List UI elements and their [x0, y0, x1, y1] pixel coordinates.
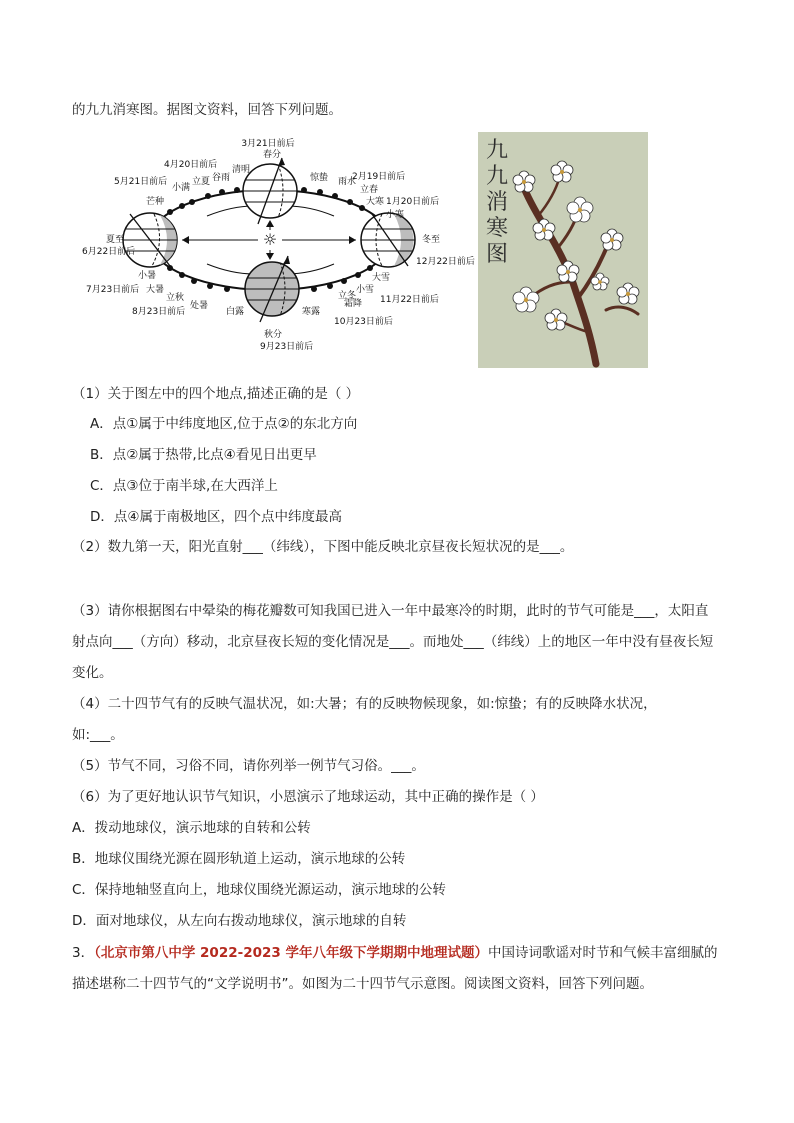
- term-xiaoshu: 小暑: [138, 271, 157, 281]
- item3-number: 3．: [72, 945, 95, 961]
- q6-option-a: A．拨动地球仪，演示地球的自转和公转: [72, 820, 311, 836]
- term-shuangjiang: 霜降: [344, 299, 363, 309]
- intro-text: 的九九消寒图。据图文资料，回答下列问题。: [72, 102, 342, 118]
- q3-line-1: （3）请你根据图右中晕染的梅花瓣数可知我国已进入一年中最寒冷的时期，此时的节气可能是___，太阳直: [72, 603, 709, 619]
- date-apr20: 4月20日前后: [164, 160, 218, 170]
- term-lixia: 立夏: [192, 177, 211, 187]
- q4-line-1: （4）二十四节气有的反映气温状况，如:大暑；有的反映物候现象，如:惊蛰；有的反映降水状况，: [72, 696, 657, 712]
- item3-line-2: 描述堪称二十四节气的“文学说明书”。如图为二十四节气示意图。阅读图文资料，回答下列问题。: [72, 976, 653, 992]
- q6-stem: （6）为了更好地认识节气知识，小恩演示了地球运动，其中正确的操作是（ ）: [72, 789, 544, 805]
- term-winter: 冬至: [422, 235, 441, 245]
- date-may21: 5月21日前后: [114, 177, 168, 187]
- earth-autumn-equinox: [244, 256, 300, 322]
- term-xiaohan: 小寒: [386, 210, 405, 220]
- q1-option-d: D．点④属于南极地区，四个点中纬度最高: [90, 509, 342, 525]
- q1-option-b: B．点②属于热带,比点④看见日出更早: [90, 447, 317, 463]
- term-dahan: 大寒: [366, 197, 385, 207]
- earth-summer-solstice: [122, 213, 178, 267]
- earth-winter-solstice: [360, 213, 416, 267]
- q5-text: （5）节气不同，习俗不同，请你列举一例节气习俗。___。: [72, 758, 425, 774]
- item3-source: （北京市第八中学 2022-2023 学年八年级下学期期中地理试题）: [94, 945, 488, 961]
- term-daxue: 大雪: [372, 273, 391, 283]
- term-jingzhe: 惊蛰: [310, 173, 329, 183]
- term-bailu: 白露: [226, 307, 245, 317]
- term-mangzhong: 芒种: [146, 197, 165, 207]
- earth-spring-equinox: [242, 158, 298, 224]
- date-spring: 3月21日前后: [241, 139, 295, 149]
- term-dashu: 大暑: [146, 285, 165, 295]
- term-lichun: 立春: [360, 185, 379, 195]
- q6-option-d: D．面对地球仪，从左向右拨动地球仪，演示地球的自转: [72, 913, 407, 929]
- term-spring: 春分: [262, 150, 282, 160]
- solar-terms-orbit-diagram: [82, 134, 475, 364]
- term-liqiu: 立秋: [166, 293, 185, 303]
- date-jan20: 1月20日前后: [386, 197, 440, 207]
- q6-option-b: B．地球仪围绕光源在圆形轨道上运动，演示地球的公转: [72, 851, 406, 867]
- date-oct23: 10月23日前后: [334, 317, 393, 327]
- date-summer: 6月22日前后: [82, 247, 136, 257]
- date-winter: 12月22日前后: [416, 257, 475, 267]
- term-chushu: 处暑: [190, 301, 209, 311]
- term-xiaoxue: 小雪: [356, 285, 375, 295]
- item3-text-1: 中国诗词歌谣对时节和气候丰富细腻的: [488, 945, 718, 961]
- plum-branch-illustration: [478, 132, 648, 368]
- date-autumn: 9月23日前后: [260, 342, 314, 352]
- date-nov22: 11月22日前后: [380, 295, 439, 305]
- q1-option-a: A．点①属于中纬度地区,位于点②的东北方向: [90, 416, 358, 432]
- q6-option-c: C．保持地轴竖直向上，地球仪围绕光源运动，演示地球的公转: [72, 882, 446, 898]
- q4-line-2: 如:___。: [72, 727, 124, 743]
- term-guyu: 谷雨: [212, 173, 231, 183]
- term-yushui: 雨水: [338, 177, 357, 187]
- q1-option-c: C．点③位于南半球,在大西洋上: [90, 478, 278, 494]
- term-lidong: 立冬: [338, 291, 357, 301]
- term-summer: 夏至: [106, 235, 125, 245]
- date-aug23: 8月23日前后: [132, 307, 186, 317]
- sun-icon: ☼: [262, 230, 278, 249]
- q3-line-3: 变化。: [72, 665, 113, 681]
- term-qingming: 清明: [232, 165, 251, 175]
- term-autumn: 秋分: [264, 330, 283, 340]
- q2-text: （2）数九第一天，阳光直射___（纬线），下图中能反映北京昼夜长短状况的是___。: [72, 539, 574, 555]
- q3-line-2: 射点向___（方向）移动，北京昼夜长短的变化情况是___。而地处___（纬线）上的地区一年中没有昼夜长短: [72, 634, 714, 650]
- item3-line-1: [72, 943, 718, 963]
- date-feb19: 2月19日前后: [352, 172, 406, 182]
- q1-stem: （1）关于图左中的四个地点,描述正确的是（ ）: [72, 386, 360, 402]
- plum-title: 九 九 消 寒 图: [486, 138, 509, 267]
- plum-blossom-picture: [478, 132, 648, 368]
- term-hanlu: 寒露: [302, 307, 321, 317]
- date-jul23: 7月23日前后: [86, 285, 140, 295]
- term-xiaoman: 小满: [172, 183, 191, 193]
